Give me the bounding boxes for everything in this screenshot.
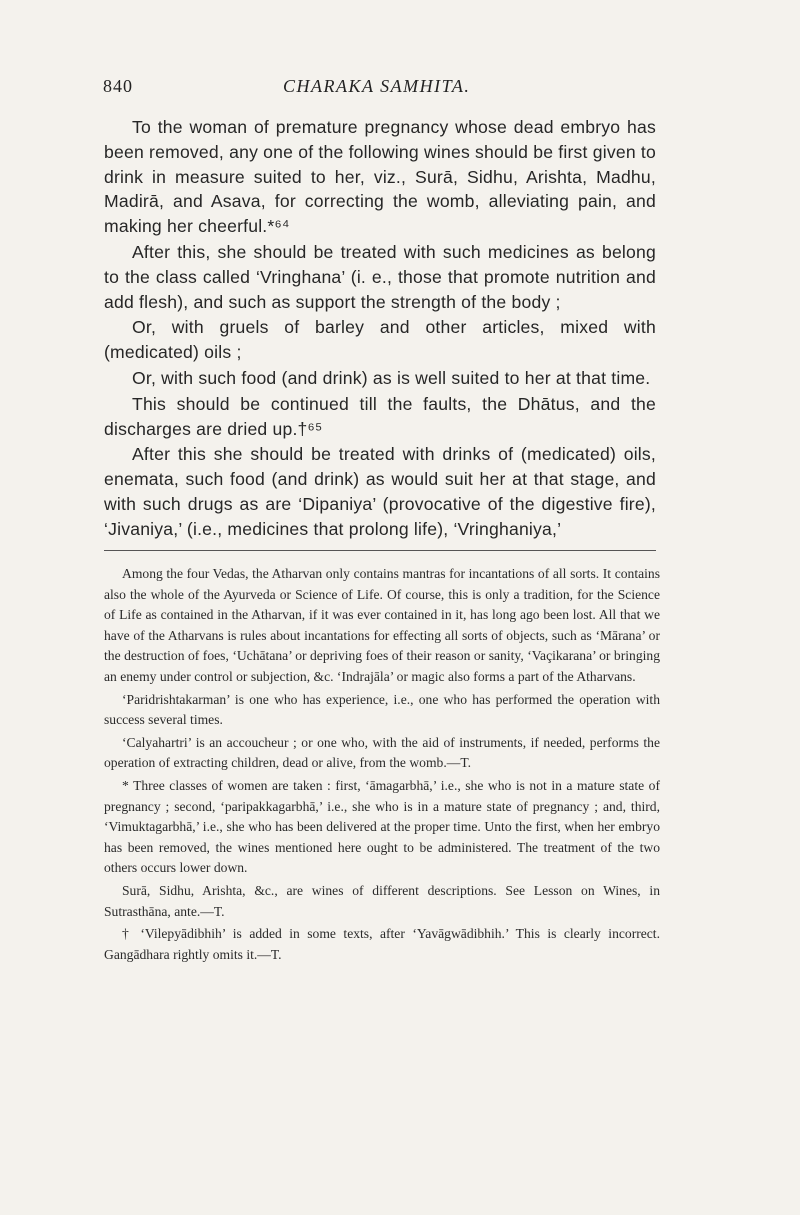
running-title: CHARAKA SAMHITA.: [283, 76, 471, 96]
footnote-paragraph: Surā, Sidhu, Arishta, &c., are wines of different descriptions. See Lesson on Wines, in Sutrasthāna, ante.—T.: [104, 882, 660, 919]
main-paragraph: After this she should be treated with drinks of (medicated) oils, enemata, such food (and drink) as would suit her at that stage, and with such drugs as are ‘Dipaniya’ (provocative of the digestive fire), ‘Jivaniya,’ (i.e., medicines that prolong life), ‘Vringhaniya,’: [104, 444, 656, 539]
footnotes: [104, 564, 660, 965]
main-text: [104, 115, 656, 542]
main-paragraph: Or, with such food (and drink) as is well suited to her at that time.: [132, 367, 651, 388]
main-paragraph: To the woman of premature pregnancy whose dead embryo has been removed, any one of the following wines should be first given to drink in measure suited to her, viz., Surā, Sidhu, Arishta, Madhu, Madirā, and Asava, for correcting the womb, alleviating pain, and making her cheerful.*⁶⁴: [104, 117, 656, 237]
main-paragraph: Or, with gruels of barley and other articles, mixed with (medicated) oils ;: [104, 317, 656, 363]
footnote-paragraph: Among the four Vedas, the Atharvan only contains mantras for incantations of all sorts. It contains also the whole of the Ayurveda or Science of Life. Of course, this is only a tradition, for the Science of Life as contained in the Atharvan, if it was ever contained in it, has long ago been lost. All that we have of the Atharvans is rules about incantations for effecting all sorts of objects, such as ‘Mārana’ or the destruction of foes, ‘Uchātana’ or depriving foes of their reason or sanity, ‘Vaçikarana’ or bringing an enemy under control or subjection, &c. ‘Indrajāla’ or magic also forms a part of the Atharvans.: [104, 566, 660, 684]
main-paragraph: This should be continued till the faults, the Dhātus, and the discharges are dried up.†⁶⁵: [104, 393, 656, 439]
footnote-paragraph: ‘Calyahartri’ is an accoucheur ; or one who, with the aid of instruments, if needed, performs the operation of extracting children, dead or alive, from the womb.—T.: [104, 734, 660, 771]
main-paragraph: After this, she should be treated with such medicines as belong to the class called ‘Vringhana’ (i. e., those that promote nutrition and add flesh), and such as support the strength of the body ;: [104, 241, 656, 312]
footnote-divider: [104, 550, 656, 551]
page-header: [103, 76, 663, 102]
page-number: 840: [103, 76, 133, 96]
footnote-paragraph: * Three classes of women are taken : first, ‘āmagarbhā,’ i.e., she who is not in a mature state of pregnancy ; second, ‘paripakkagarbhā,’ i.e., she who is in a mature state of pregnancy ; and, third, ‘Vimuktagarbhā,’ i.e., she who has been delivered at the proper time. Unto the first, when her embryo has been removed, the wines mentioned here ought to be administered. The treatment of the two others occurs lower down.: [104, 777, 660, 876]
footnote-paragraph: † ‘Vilepyādibhih’ is added in some texts, after ‘Yavāgwādibhih.’ This is clearly incorrect. Gangādhara rightly omits it.—T.: [104, 926, 660, 962]
footnote-paragraph: ‘Paridrishtakarman’ is one who has experience, i.e., one who has performed the operation with success several times.: [104, 691, 660, 728]
